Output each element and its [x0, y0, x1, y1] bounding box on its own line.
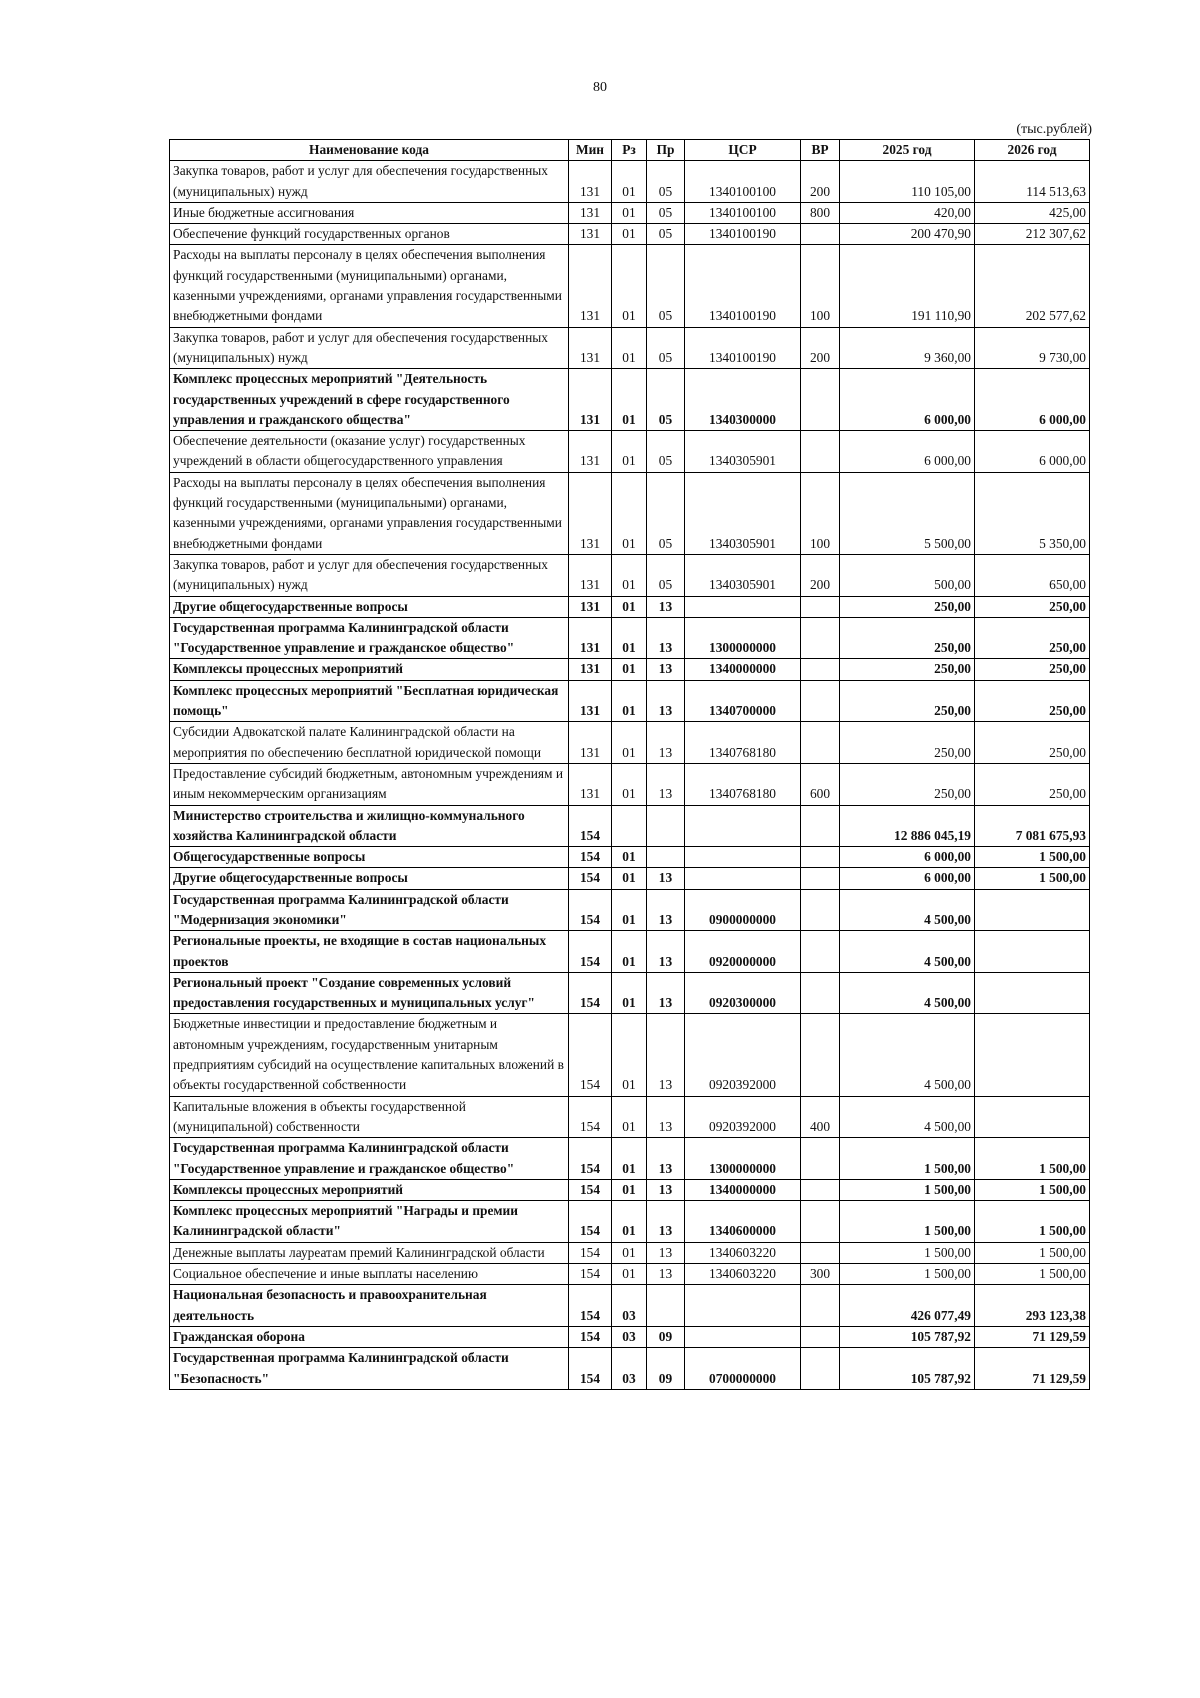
vr-cell [801, 659, 840, 680]
amount-2026-cell: 250,00 [975, 596, 1090, 617]
amount-2025-cell: 191 110,90 [840, 245, 975, 327]
rz-cell: 01 [612, 680, 647, 722]
csr-cell: 1340000000 [685, 1179, 801, 1200]
min-cell: 154 [569, 1242, 612, 1263]
rz-cell: 01 [612, 1264, 647, 1285]
name-cell: Денежные выплаты лауреатам премий Калининградской области [170, 1242, 569, 1263]
name-cell: Гражданская оборона [170, 1326, 569, 1347]
table-row [170, 1326, 1090, 1347]
name-cell: Обеспечение функций государственных органов [170, 224, 569, 245]
amount-2026-cell: 6 000,00 [975, 431, 1090, 473]
pr-cell: 05 [647, 327, 685, 369]
csr-cell: 1340768180 [685, 722, 801, 764]
name-cell: Социальное обеспечение и иные выплаты населению [170, 1264, 569, 1285]
amount-2026-cell: 1 500,00 [975, 847, 1090, 868]
amount-2025-cell: 1 500,00 [840, 1264, 975, 1285]
vr-cell: 400 [801, 1096, 840, 1138]
min-cell: 131 [569, 659, 612, 680]
amount-2025-cell: 110 105,00 [840, 161, 975, 203]
vr-cell [801, 1201, 840, 1243]
rz-cell: 01 [612, 889, 647, 931]
header-vr: ВР [801, 140, 840, 161]
table-row [170, 1285, 1090, 1327]
table-row [170, 1348, 1090, 1390]
table-row [170, 659, 1090, 680]
vr-cell [801, 722, 840, 764]
min-cell: 131 [569, 763, 612, 805]
amount-2025-cell: 12 886 045,19 [840, 805, 975, 847]
rz-cell: 01 [612, 202, 647, 223]
amount-2026-cell: 250,00 [975, 680, 1090, 722]
name-cell: Региональные проекты, не входящие в состав национальных проектов [170, 931, 569, 973]
pr-cell [647, 1285, 685, 1327]
pr-cell: 09 [647, 1348, 685, 1390]
vr-cell [801, 680, 840, 722]
vr-cell: 100 [801, 245, 840, 327]
rz-cell: 01 [612, 1201, 647, 1243]
table-row [170, 805, 1090, 847]
vr-cell [801, 868, 840, 889]
min-cell: 154 [569, 1264, 612, 1285]
name-cell: Комплексы процессных мероприятий [170, 659, 569, 680]
amount-2025-cell: 105 787,92 [840, 1348, 975, 1390]
csr-cell: 1340100190 [685, 224, 801, 245]
csr-cell: 1340603220 [685, 1264, 801, 1285]
csr-cell [685, 847, 801, 868]
table-row [170, 722, 1090, 764]
amount-2025-cell: 250,00 [840, 722, 975, 764]
vr-cell [801, 972, 840, 1014]
csr-cell: 1340305901 [685, 472, 801, 554]
csr-cell: 0920000000 [685, 931, 801, 973]
pr-cell: 05 [647, 161, 685, 203]
amount-2026-cell [975, 1014, 1090, 1096]
name-cell: Иные бюджетные ассигнования [170, 202, 569, 223]
min-cell: 154 [569, 931, 612, 973]
pr-cell: 13 [647, 1138, 685, 1180]
min-cell: 154 [569, 1014, 612, 1096]
pr-cell: 13 [647, 617, 685, 659]
vr-cell [801, 1179, 840, 1200]
amount-2026-cell [975, 889, 1090, 931]
rz-cell: 01 [612, 472, 647, 554]
min-cell: 154 [569, 847, 612, 868]
rz-cell: 01 [612, 1138, 647, 1180]
table-row [170, 554, 1090, 596]
csr-cell: 1300000000 [685, 1138, 801, 1180]
vr-cell: 100 [801, 472, 840, 554]
amount-2025-cell: 1 500,00 [840, 1201, 975, 1243]
amount-2025-cell: 6 000,00 [840, 847, 975, 868]
header-2025: 2025 год [840, 140, 975, 161]
amount-2025-cell: 1 500,00 [840, 1179, 975, 1200]
amount-2025-cell: 4 500,00 [840, 1014, 975, 1096]
csr-cell: 1340305901 [685, 554, 801, 596]
name-cell: Министерство строительства и жилищно-коммунального хозяйства Калининградской области [170, 805, 569, 847]
amount-2026-cell: 293 123,38 [975, 1285, 1090, 1327]
table-body [170, 161, 1090, 1390]
name-cell: Региональный проект "Создание современных условий предоставления государственных и муниципальных услуг" [170, 972, 569, 1014]
pr-cell: 13 [647, 1242, 685, 1263]
csr-cell: 1340700000 [685, 680, 801, 722]
amount-2026-cell: 1 500,00 [975, 1242, 1090, 1263]
min-cell: 131 [569, 245, 612, 327]
rz-cell: 01 [612, 327, 647, 369]
vr-cell [801, 431, 840, 473]
csr-cell: 1340300000 [685, 369, 801, 431]
table-row [170, 1014, 1090, 1096]
name-cell: Закупка товаров, работ и услуг для обеспечения государственных (муниципальных) нужд [170, 161, 569, 203]
table-row [170, 431, 1090, 473]
csr-cell: 0900000000 [685, 889, 801, 931]
rz-cell: 01 [612, 1242, 647, 1263]
amount-2025-cell: 200 470,90 [840, 224, 975, 245]
amount-2026-cell: 7 081 675,93 [975, 805, 1090, 847]
pr-cell: 13 [647, 868, 685, 889]
min-cell: 154 [569, 1138, 612, 1180]
amount-2026-cell: 212 307,62 [975, 224, 1090, 245]
rz-cell: 01 [612, 431, 647, 473]
vr-cell: 200 [801, 327, 840, 369]
pr-cell: 13 [647, 1096, 685, 1138]
rz-cell: 03 [612, 1326, 647, 1347]
vr-cell [801, 369, 840, 431]
amount-2026-cell: 9 730,00 [975, 327, 1090, 369]
vr-cell [801, 1014, 840, 1096]
amount-2026-cell: 5 350,00 [975, 472, 1090, 554]
table-row [170, 889, 1090, 931]
name-cell: Государственная программа Калининградской области "Государственное управление и гражданское общество" [170, 1138, 569, 1180]
amount-2025-cell: 9 360,00 [840, 327, 975, 369]
table-row [170, 1201, 1090, 1243]
amount-2026-cell: 250,00 [975, 659, 1090, 680]
vr-cell [801, 1326, 840, 1347]
vr-cell [801, 596, 840, 617]
amount-2025-cell: 4 500,00 [840, 931, 975, 973]
table-row [170, 596, 1090, 617]
vr-cell: 300 [801, 1264, 840, 1285]
rz-cell: 01 [612, 369, 647, 431]
vr-cell: 800 [801, 202, 840, 223]
amount-2026-cell: 202 577,62 [975, 245, 1090, 327]
rz-cell: 01 [612, 554, 647, 596]
min-cell: 154 [569, 1285, 612, 1327]
name-cell: Предоставление субсидий бюджетным, автономным учреждениям и иным некоммерческим организациям [170, 763, 569, 805]
amount-2025-cell: 4 500,00 [840, 972, 975, 1014]
table-row [170, 1138, 1090, 1180]
min-cell: 154 [569, 1201, 612, 1243]
rz-cell: 01 [612, 868, 647, 889]
amount-2026-cell: 250,00 [975, 763, 1090, 805]
name-cell: Закупка товаров, работ и услуг для обеспечения государственных (муниципальных) нужд [170, 554, 569, 596]
name-cell: Комплекс процессных мероприятий "Награды и премии Калининградской области" [170, 1201, 569, 1243]
table-row [170, 1242, 1090, 1263]
table-row [170, 931, 1090, 973]
vr-cell [801, 805, 840, 847]
amount-2025-cell: 1 500,00 [840, 1242, 975, 1263]
pr-cell: 13 [647, 722, 685, 764]
rz-cell: 01 [612, 1014, 647, 1096]
name-cell: Комплексы процессных мероприятий [170, 1179, 569, 1200]
amount-2025-cell: 4 500,00 [840, 1096, 975, 1138]
pr-cell: 05 [647, 245, 685, 327]
amount-2025-cell: 6 000,00 [840, 868, 975, 889]
csr-cell: 1340768180 [685, 763, 801, 805]
amount-2026-cell: 71 129,59 [975, 1326, 1090, 1347]
name-cell: Другие общегосударственные вопросы [170, 868, 569, 889]
min-cell: 131 [569, 327, 612, 369]
rz-cell: 01 [612, 617, 647, 659]
header-name: Наименование кода [170, 140, 569, 161]
amount-2025-cell: 426 077,49 [840, 1285, 975, 1327]
rz-cell: 01 [612, 972, 647, 1014]
amount-2026-cell [975, 1096, 1090, 1138]
amount-2025-cell: 420,00 [840, 202, 975, 223]
name-cell: Капитальные вложения в объекты государственной (муниципальной) собственности [170, 1096, 569, 1138]
amount-2025-cell: 5 500,00 [840, 472, 975, 554]
pr-cell: 05 [647, 431, 685, 473]
csr-cell: 1340000000 [685, 659, 801, 680]
rz-cell: 01 [612, 763, 647, 805]
name-cell: Комплекс процессных мероприятий "Бесплатная юридическая помощь" [170, 680, 569, 722]
rz-cell: 03 [612, 1348, 647, 1390]
pr-cell: 13 [647, 889, 685, 931]
table-row [170, 680, 1090, 722]
pr-cell: 13 [647, 931, 685, 973]
rz-cell: 01 [612, 245, 647, 327]
vr-cell [801, 1348, 840, 1390]
csr-cell: 0920392000 [685, 1096, 801, 1138]
rz-cell: 01 [612, 161, 647, 203]
min-cell: 131 [569, 680, 612, 722]
amount-2026-cell: 114 513,63 [975, 161, 1090, 203]
vr-cell [801, 931, 840, 973]
amount-2025-cell: 4 500,00 [840, 889, 975, 931]
pr-cell: 05 [647, 369, 685, 431]
header-row [170, 140, 1090, 161]
pr-cell: 13 [647, 680, 685, 722]
name-cell: Государственная программа Калининградской области "Государственное управление и гражданское общество" [170, 617, 569, 659]
name-cell: Обеспечение деятельности (оказание услуг) государственных учреждений в области общегосударственного управления [170, 431, 569, 473]
budget-table [169, 139, 1090, 1390]
csr-cell [685, 1285, 801, 1327]
amount-2025-cell: 250,00 [840, 617, 975, 659]
amount-2025-cell: 250,00 [840, 680, 975, 722]
min-cell: 131 [569, 202, 612, 223]
header-rz: Рз [612, 140, 647, 161]
name-cell: Комплекс процессных мероприятий "Деятельность государственных учреждений в сфере государственного управления и гражданского общества" [170, 369, 569, 431]
min-cell: 131 [569, 431, 612, 473]
csr-cell: 0700000000 [685, 1348, 801, 1390]
amount-2026-cell: 650,00 [975, 554, 1090, 596]
pr-cell: 13 [647, 763, 685, 805]
name-cell: Закупка товаров, работ и услуг для обеспечения государственных (муниципальных) нужд [170, 327, 569, 369]
min-cell: 131 [569, 554, 612, 596]
header-2026: 2026 год [975, 140, 1090, 161]
name-cell: Государственная программа Калининградской области "Безопасность" [170, 1348, 569, 1390]
table-row [170, 369, 1090, 431]
vr-cell [801, 224, 840, 245]
pr-cell [647, 805, 685, 847]
name-cell: Общегосударственные вопросы [170, 847, 569, 868]
min-cell: 131 [569, 224, 612, 245]
pr-cell [647, 847, 685, 868]
min-cell: 154 [569, 868, 612, 889]
vr-cell [801, 617, 840, 659]
vr-cell [801, 1242, 840, 1263]
table-row [170, 472, 1090, 554]
name-cell: Расходы на выплаты персоналу в целях обеспечения выполнения функций государственными (муниципальными) органами, казенными учреждениями, органами управления государственными внебюджетными фондами [170, 245, 569, 327]
name-cell: Государственная программа Калининградской области "Модернизация экономики" [170, 889, 569, 931]
min-cell: 154 [569, 1348, 612, 1390]
pr-cell: 13 [647, 659, 685, 680]
amount-2026-cell: 250,00 [975, 722, 1090, 764]
table-row [170, 617, 1090, 659]
pr-cell: 13 [647, 972, 685, 1014]
min-cell: 154 [569, 805, 612, 847]
rz-cell: 01 [612, 931, 647, 973]
table-row [170, 1096, 1090, 1138]
name-cell: Национальная безопасность и правоохранительная деятельность [170, 1285, 569, 1327]
name-cell: Бюджетные инвестиции и предоставление бюджетным и автономным учреждениям, государственным унитарным предприятиям субсидий на осуществление капитальных вложений в объекты государственной собственности [170, 1014, 569, 1096]
amount-2026-cell: 425,00 [975, 202, 1090, 223]
min-cell: 131 [569, 617, 612, 659]
csr-cell [685, 805, 801, 847]
pr-cell: 13 [647, 1014, 685, 1096]
amount-2025-cell: 250,00 [840, 596, 975, 617]
pr-cell: 13 [647, 1179, 685, 1200]
csr-cell: 1340100100 [685, 202, 801, 223]
vr-cell [801, 889, 840, 931]
table-row [170, 202, 1090, 223]
min-cell: 131 [569, 596, 612, 617]
amount-2026-cell [975, 931, 1090, 973]
vr-cell [801, 1285, 840, 1327]
rz-cell: 01 [612, 847, 647, 868]
header-min: Мин [569, 140, 612, 161]
page-number: 80 [593, 80, 607, 95]
rz-cell: 01 [612, 224, 647, 245]
pr-cell: 05 [647, 472, 685, 554]
amount-2026-cell: 1 500,00 [975, 1201, 1090, 1243]
vr-cell: 600 [801, 763, 840, 805]
min-cell: 154 [569, 1179, 612, 1200]
min-cell: 154 [569, 972, 612, 1014]
min-cell: 154 [569, 1096, 612, 1138]
rz-cell: 01 [612, 1096, 647, 1138]
amount-2025-cell: 6 000,00 [840, 369, 975, 431]
rz-cell: 01 [612, 722, 647, 764]
table-row [170, 224, 1090, 245]
header-pr: Пр [647, 140, 685, 161]
rz-cell: 01 [612, 659, 647, 680]
table-row [170, 161, 1090, 203]
min-cell: 154 [569, 889, 612, 931]
amount-2026-cell: 6 000,00 [975, 369, 1090, 431]
csr-cell: 1340600000 [685, 1201, 801, 1243]
table-row [170, 847, 1090, 868]
csr-cell: 1300000000 [685, 617, 801, 659]
table-row [170, 1179, 1090, 1200]
min-cell: 154 [569, 1326, 612, 1347]
pr-cell: 13 [647, 596, 685, 617]
amount-2025-cell: 500,00 [840, 554, 975, 596]
name-cell: Расходы на выплаты персоналу в целях обеспечения выполнения функций государственными (муниципальными) органами, казенными учреждениями, органами управления государственными внебюджетными фондами [170, 472, 569, 554]
csr-cell [685, 596, 801, 617]
pr-cell: 05 [647, 202, 685, 223]
table-row [170, 868, 1090, 889]
table-row [170, 245, 1090, 327]
vr-cell: 200 [801, 554, 840, 596]
amount-2025-cell: 105 787,92 [840, 1326, 975, 1347]
table-row [170, 327, 1090, 369]
rz-cell: 03 [612, 1285, 647, 1327]
amount-2025-cell: 250,00 [840, 763, 975, 805]
table-row [170, 763, 1090, 805]
vr-cell [801, 847, 840, 868]
amount-2026-cell: 1 500,00 [975, 1138, 1090, 1180]
csr-cell: 1340305901 [685, 431, 801, 473]
amount-2026-cell [975, 972, 1090, 1014]
pr-cell: 13 [647, 1201, 685, 1243]
csr-cell: 1340603220 [685, 1242, 801, 1263]
vr-cell [801, 1138, 840, 1180]
csr-cell [685, 868, 801, 889]
vr-cell: 200 [801, 161, 840, 203]
pr-cell: 05 [647, 554, 685, 596]
min-cell: 131 [569, 472, 612, 554]
name-cell: Другие общегосударственные вопросы [170, 596, 569, 617]
header-csr: ЦСР [685, 140, 801, 161]
amount-2025-cell: 6 000,00 [840, 431, 975, 473]
amount-2026-cell: 1 500,00 [975, 868, 1090, 889]
amount-2026-cell: 1 500,00 [975, 1264, 1090, 1285]
amount-2025-cell: 250,00 [840, 659, 975, 680]
rz-cell: 01 [612, 596, 647, 617]
csr-cell: 1340100190 [685, 245, 801, 327]
table-row [170, 1264, 1090, 1285]
amount-2026-cell: 250,00 [975, 617, 1090, 659]
rz-cell: 01 [612, 1179, 647, 1200]
rz-cell [612, 805, 647, 847]
amount-2025-cell: 1 500,00 [840, 1138, 975, 1180]
pr-cell: 13 [647, 1264, 685, 1285]
min-cell: 131 [569, 722, 612, 764]
table-row [170, 972, 1090, 1014]
csr-cell: 0920392000 [685, 1014, 801, 1096]
csr-cell: 1340100100 [685, 161, 801, 203]
name-cell: Субсидии Адвокатской палате Калининградской области на мероприятия по обеспечению бесплатной юридической помощи [170, 722, 569, 764]
pr-cell: 09 [647, 1326, 685, 1347]
min-cell: 131 [569, 161, 612, 203]
units-label: (тыс.рублей) [1016, 122, 1092, 137]
min-cell: 131 [569, 369, 612, 431]
csr-cell [685, 1326, 801, 1347]
csr-cell: 1340100190 [685, 327, 801, 369]
amount-2026-cell: 71 129,59 [975, 1348, 1090, 1390]
csr-cell: 0920300000 [685, 972, 801, 1014]
amount-2026-cell: 1 500,00 [975, 1179, 1090, 1200]
pr-cell: 05 [647, 224, 685, 245]
